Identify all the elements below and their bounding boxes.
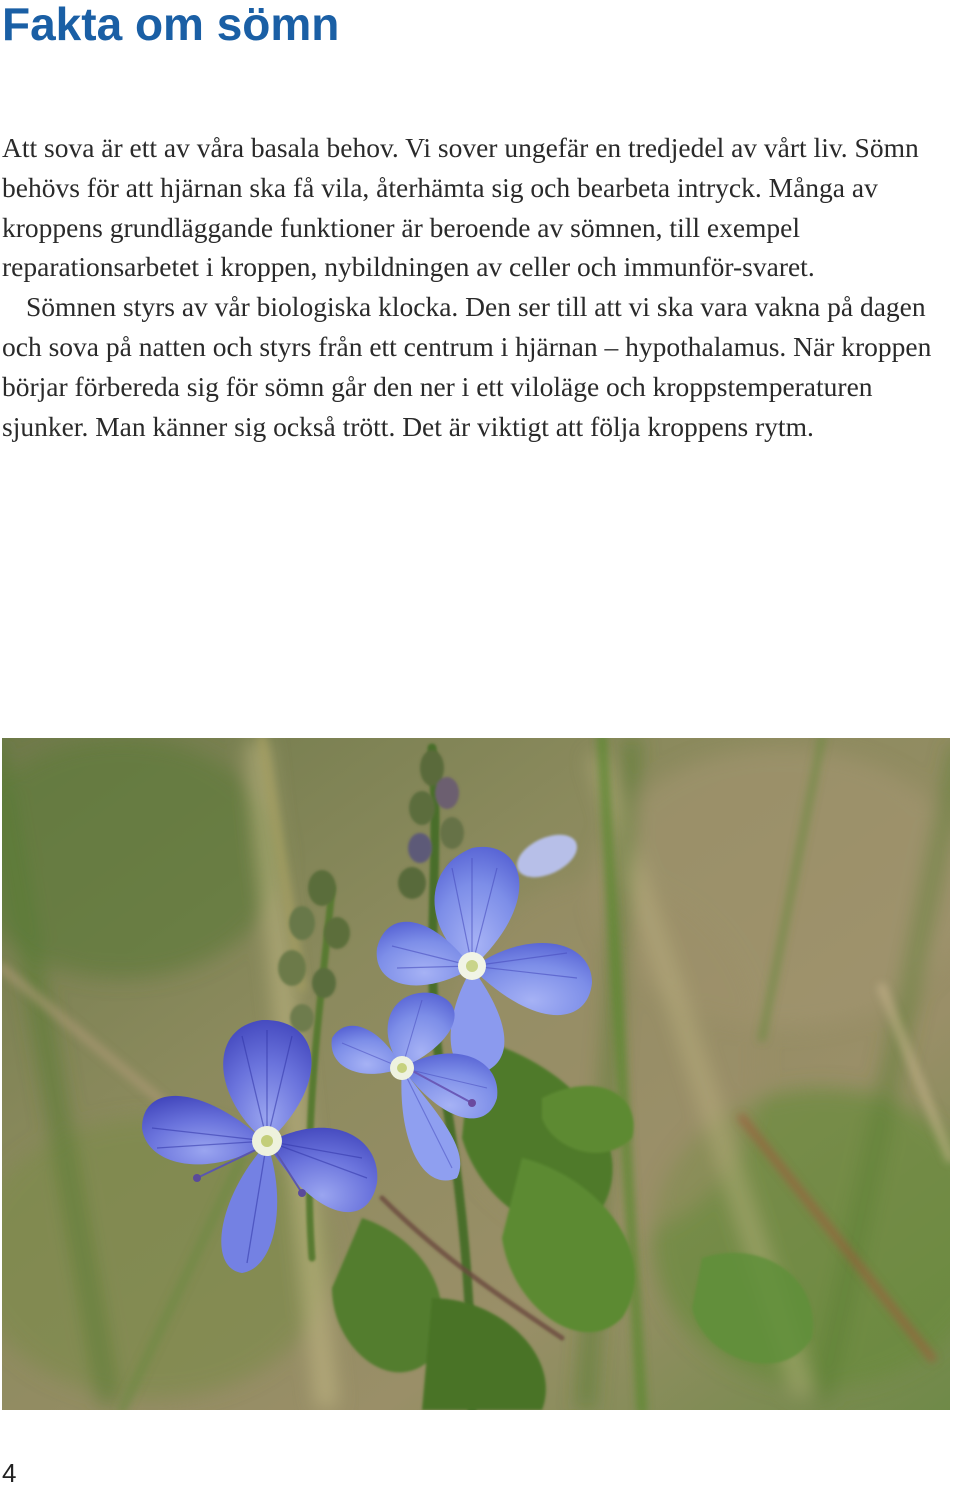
page-title: Fakta om sömn xyxy=(2,0,340,50)
paragraph-2: Sömnen styrs av vår biologiska klocka. Den ser till att vi ska vara vakna på dagen och sova på natten och styrs från ett centrum i hjärnan – hypothalamus. När kroppen börjar förbereda sig för sömn går den ner i ett viloläge och kroppstemperaturen sjunker. Man känner sig också trött. Det är viktigt att följa kroppens rytm. xyxy=(2,291,932,442)
flower-photo xyxy=(2,738,950,1410)
body-text xyxy=(2,128,958,446)
page-number: 4 xyxy=(2,1458,17,1488)
paragraph-1: Att sova är ett av våra basala behov. Vi sover ungefär en tredjedel av vårt liv. Sömn behövs för att hjärnan ska få vila, återhämta sig och bearbeta intryck. Många av kroppens grundläggande funktioner är beroende av sömnen, till exempel reparationsarbetet i kroppen, nybildningen av celler och immunför-svaret. xyxy=(2,132,919,283)
